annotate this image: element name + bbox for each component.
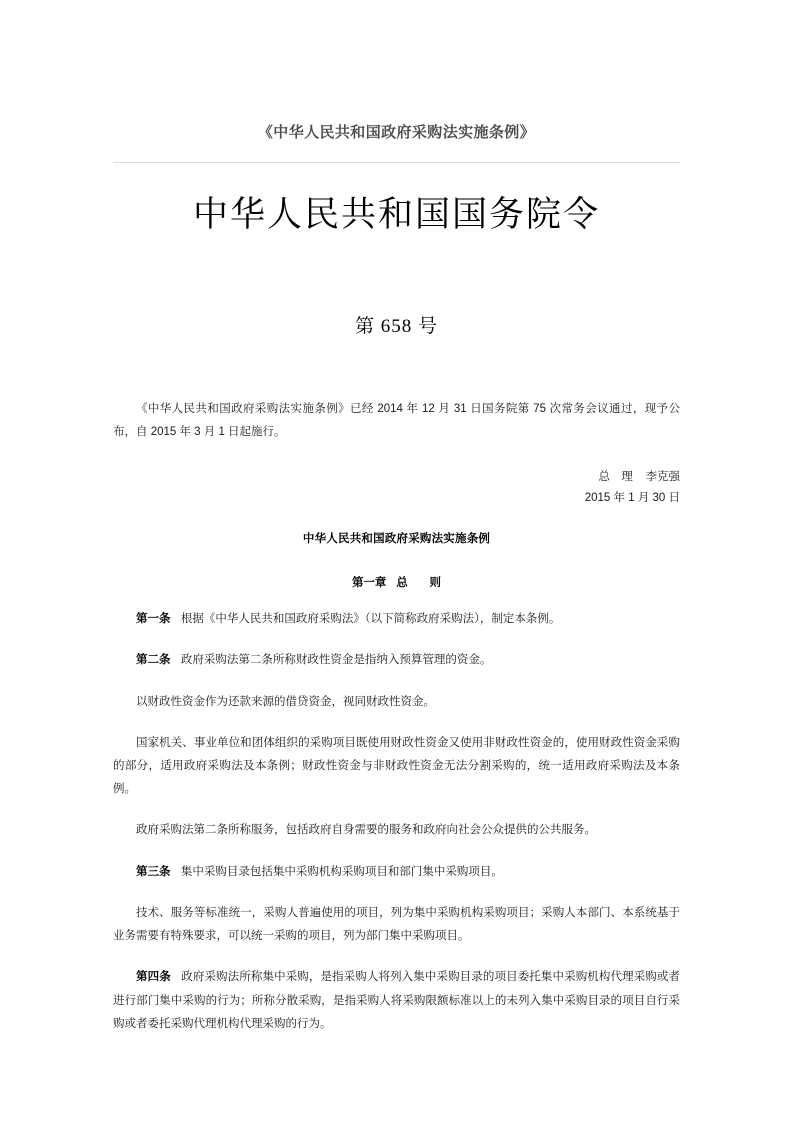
article-text: 政府采购法第二条所称财政性资金是指纳入预算管理的资金。 (180, 654, 492, 667)
signature-line-signer (113, 467, 680, 488)
signer-role: 总 理 (598, 470, 633, 483)
article-paragraph (113, 902, 680, 948)
article-paragraph (113, 608, 680, 631)
article-paragraph (113, 966, 680, 1036)
signature-block (113, 467, 680, 510)
regulation-title: 中华人民共和国政府采购法实施条例 (302, 533, 491, 546)
decree-preamble: 《中华人民共和国政府采购法实施条例》已经 2014 年 12 月 31 日国务院第 75 次常务会议通过，现予公布，自 2015 年 3 月 1 日起施行。 (113, 402, 680, 439)
article-text: 以财政性资金作为还款来源的借贷资金，视同财政性资金。 (136, 695, 435, 708)
decree-masthead-title: 中华人民共和国国务院令 (192, 195, 600, 234)
chapter-number: 第一章 (351, 577, 387, 590)
article-label: 第三条 (136, 865, 171, 878)
header-divider (113, 162, 680, 163)
article-text: 政府采购法第二条所称服务，包括政府自身需要的服务和政府向社会公众提供的公共服务。 (136, 824, 596, 837)
running-header-title: 《中华人民共和国政府采购法实施条例》 (257, 124, 536, 141)
chapter-name-part2: 则 (429, 577, 442, 590)
article-list (113, 608, 680, 1036)
article-label: 第一条 (136, 613, 171, 626)
article-text: 根据《中华人民共和国政府采购法》（以下简称政府采购法），制定本条例。 (180, 613, 561, 626)
article-text: 政府采购法所称集中采购，是指采购人将列入集中采购目录的项目委托集中采购机构代理采购或者进行部门集中采购的行为；所称分散采购，是指采购人将采购限额标准以上的未列入集中采购目录的项目自行采购或者委托采购代理机构代理采购的行为。 (113, 971, 681, 1030)
chapter-heading (113, 574, 680, 590)
article-text: 集中采购目录包括集中采购机构采购项目和部门集中采购项目。 (180, 865, 503, 878)
page-content (113, 0, 680, 1048)
signer-name: 李克强 (645, 470, 680, 483)
article-paragraph (113, 861, 680, 884)
article-label: 第四条 (136, 971, 171, 984)
article-text: 国家机关、事业单位和团体组织的采购项目既使用财政性资金又使用非财政性资金的，使用财政性资金采购的部分，适用政府采购法及本条例；财政性资金与非财政性资金无法分割采购的，统一适用政府采购法及本条例。 (113, 736, 680, 796)
article-label: 第二条 (136, 654, 171, 667)
article-paragraph (113, 649, 680, 672)
decree-number: 第 658 号 (354, 315, 438, 337)
chapter-name-part1: 总 (396, 577, 408, 590)
article-paragraph (113, 819, 680, 842)
article-paragraph (113, 732, 680, 802)
article-paragraph (113, 691, 680, 714)
signature-date: 2015 年 1 月 30 日 (584, 491, 680, 504)
article-text: 技术、服务等标准统一，采购人普遍使用的项目，列为集中采购机构采购项目；采购人本部门、本系统基于业务需要有特殊要求，可以统一采购的项目，列为部门集中采购项目。 (113, 906, 680, 943)
running-header (113, 0, 680, 163)
